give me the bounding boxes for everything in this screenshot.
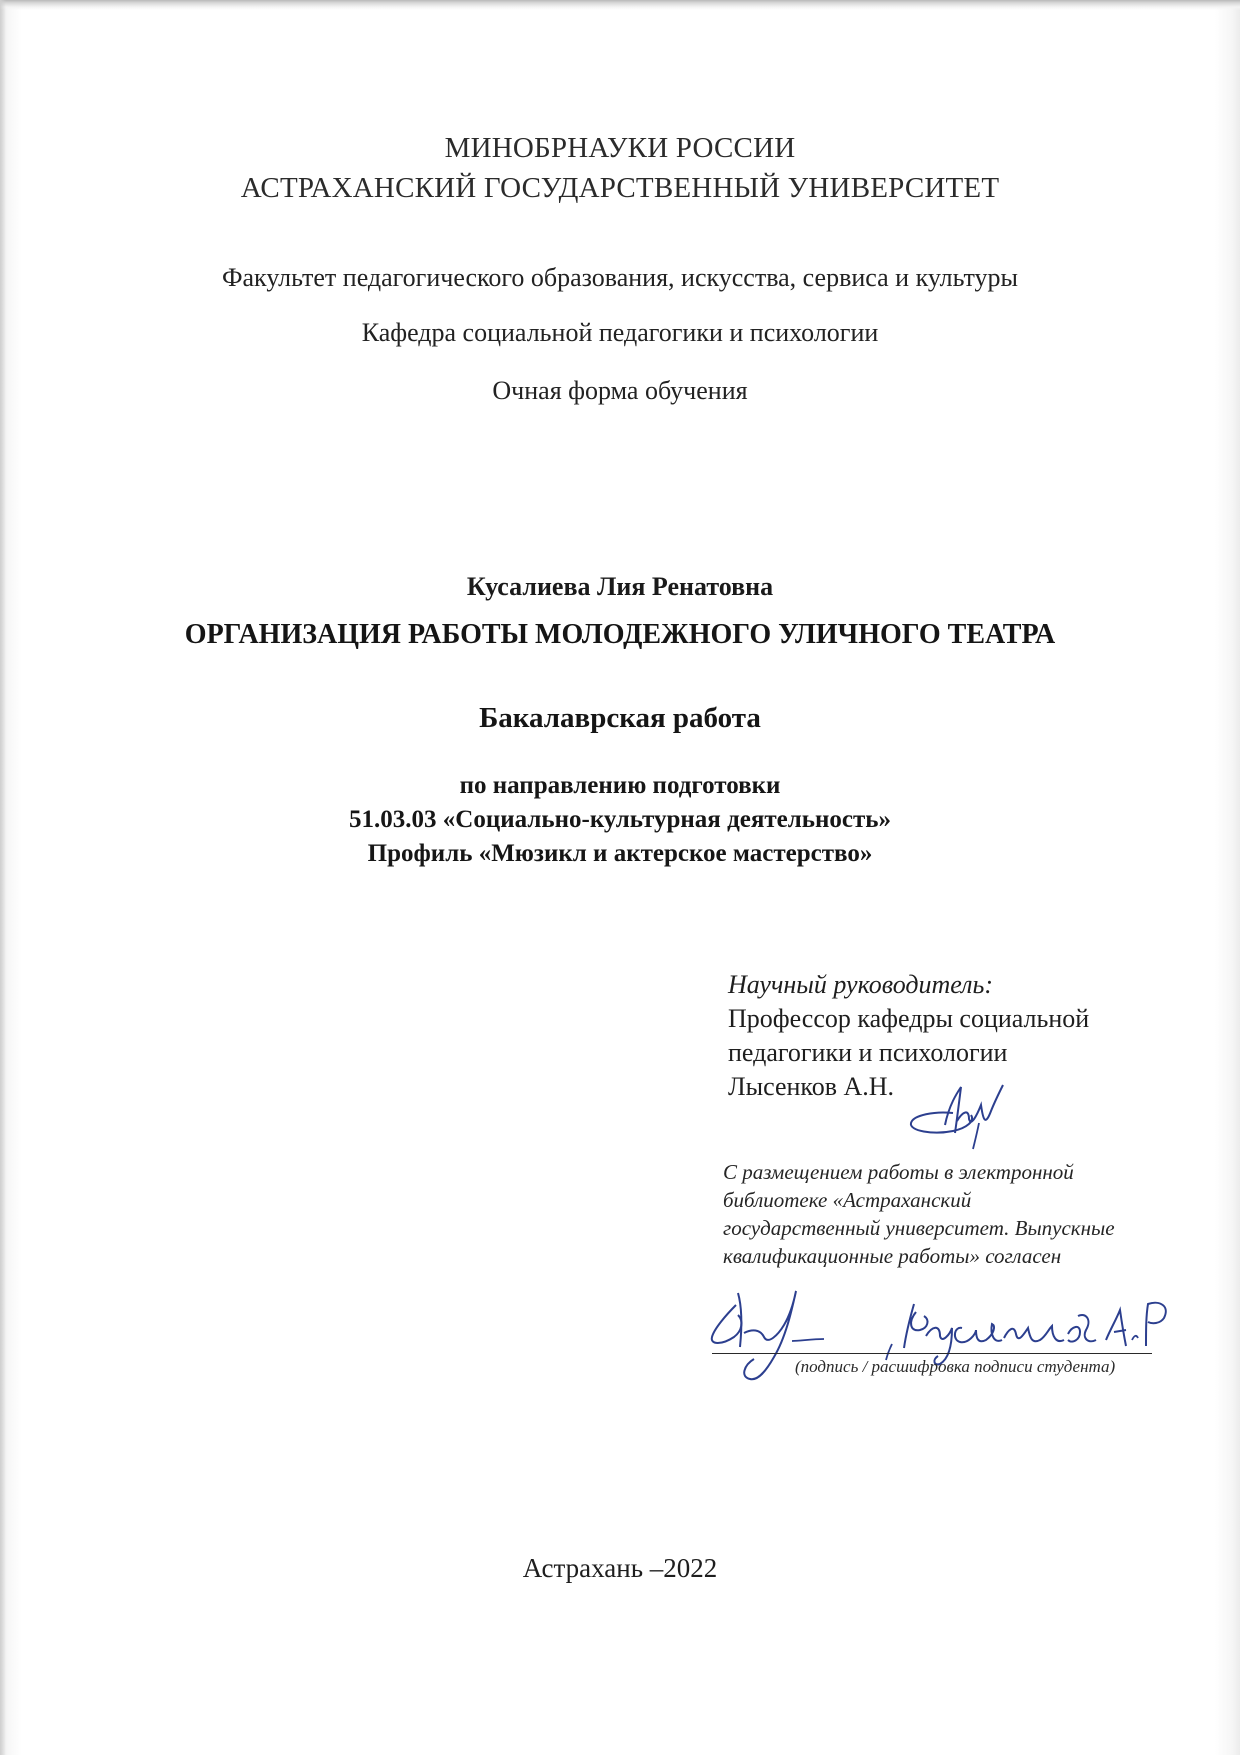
profile: Профиль «Мюзикл и актерское мастерство» <box>367 840 873 867</box>
supervisor-heading: Научный руководитель: <box>728 970 994 999</box>
city-year: Астрахань –2022 <box>522 1553 718 1583</box>
faculty-name: Факультет педагогического образования, искусства, сервиса и культуры <box>221 263 1019 292</box>
signature-line <box>712 1353 1152 1354</box>
consent-line3: государственный университет. Выпускные <box>723 1216 1115 1240</box>
supervisor-signature <box>905 1075 1015 1155</box>
thesis-title: ОРГАНИЗАЦИЯ РАБОТЫ МОЛОДЕЖНОГО УЛИЧНОГО ТЕАТРА <box>184 619 1056 650</box>
study-form: Очная форма обучения <box>492 376 748 405</box>
university-name: АСТРАХАНСКИЙ ГОСУДАРСТВЕННЫЙ УНИВЕРСИТЕТ <box>240 172 1000 204</box>
supervisor-position-line2: педагогики и психологии <box>728 1038 1008 1067</box>
ministry-name: МИНОБРНАУКИ РОССИИ <box>444 132 796 164</box>
department-name: Кафедра социальной педагогики и психологии <box>361 318 879 347</box>
consent-line1: С размещением работы в электронной <box>723 1160 1074 1184</box>
supervisor-name: Лысенков А.Н. <box>728 1072 895 1101</box>
scan-edge-top <box>0 0 1240 10</box>
direction-intro: по направлению подготовки <box>459 772 781 799</box>
author-name: Кусалиева Лия Ренатовна <box>466 572 774 601</box>
consent-line4: квалификационные работы» согласен <box>723 1244 1062 1268</box>
signature-caption: (подпись / расшифровка подписи студента) <box>795 1357 1116 1376</box>
consent-line2: библиотеке «Астраханский <box>723 1188 972 1212</box>
direction: 51.03.03 «Социально-культурная деятельность» <box>349 806 891 833</box>
work-type: Бакалаврская работа <box>479 702 761 734</box>
supervisor-position-line1: Профессор кафедры социальной <box>728 1004 1090 1033</box>
